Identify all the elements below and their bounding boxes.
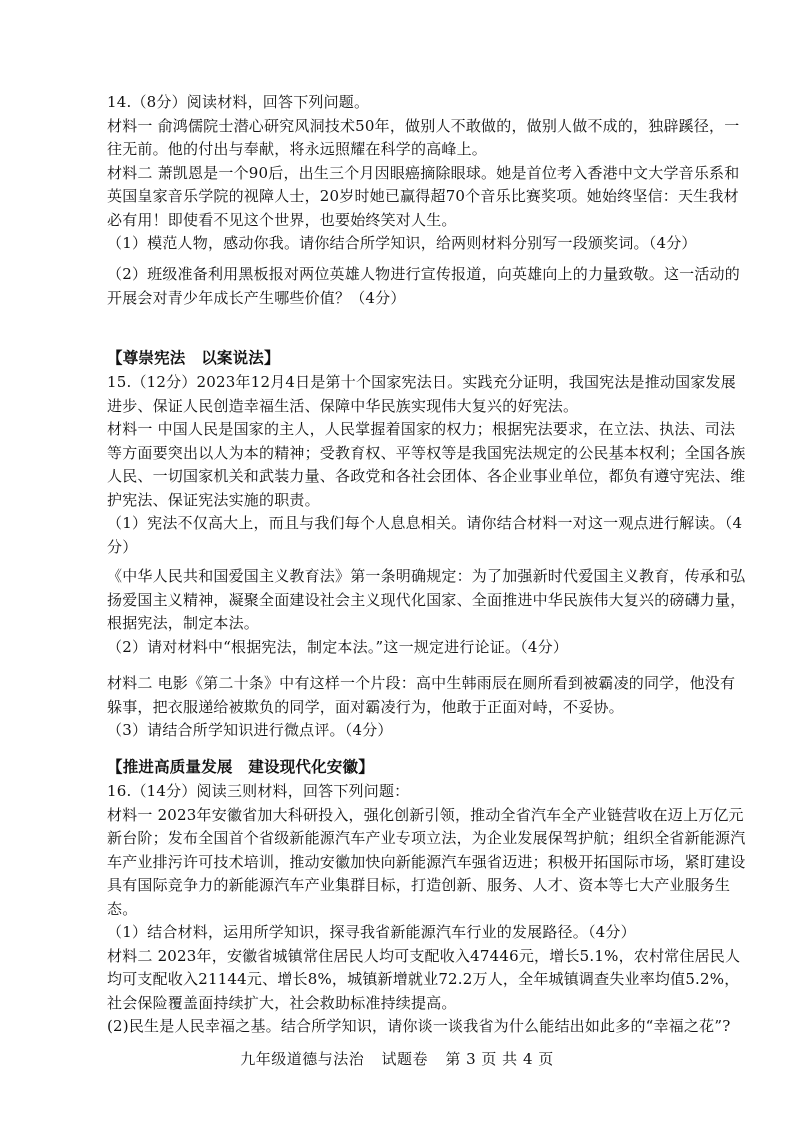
q15-stem: 15.（12分）2023年12月4日是第十个国家宪法日。实践充分证明，我国宪法是推动国家发展进步、保证人民创造幸福生活、保障中华民族实现伟大复兴的好宪法。 (107, 373, 736, 415)
q16-stem: 16.（14分）阅读三则材料，回答下列问题： (107, 782, 410, 800)
footer-label: 试题卷 (381, 1050, 429, 1068)
q15-law-text: 《中华人民共和国爱国主义教育法》第一条明确规定：为了加强新时代爱国主义教育，传承和弘扬爱国主义精神，凝聚全面建设社会主义现代化国家、全面推进中华民族伟大复兴的磅礴力量，根据宪法，制定本法。 (107, 567, 746, 632)
section-heading-anhui: 【推进高质量发展 建设现代化安徽】 (107, 758, 374, 776)
q16-subquestion-1: （1）结合材料，运用所学知识，探寻我省新能源汽车行业的发展路径。（4分） (107, 923, 636, 941)
q15-subquestion-3: （3）请结合所学知识进行微点评。（4分） (107, 721, 393, 739)
q14-material-2: 材料二 萧凯恩是一个90后，出生三个月因眼癌摘除眼球。她是首位考入香港中文大学音乐系和英国皇家音乐学院的视障人士，20岁时她已赢得超70个音乐比赛奖项。她始终坚信：天生我材必有用！即使看不见这个世界，也要始终笑对人生。 (107, 163, 740, 229)
question-15-law (107, 565, 747, 659)
q16-material-2: 材料二 2023年，安徽省城镇常住居民人均可支配收入47446元，增长5.1%，农村常住居民人均可支配收入21144元、增长8%，城镇新增就业72.2万人，全年城镇调查失业率均值5.2%，社会保险覆盖面持续扩大，社会救助标准持续提高。 (107, 946, 741, 1012)
question-16 (107, 780, 747, 1039)
footer-page-number: 第 3 页 共 4 页 (445, 1050, 554, 1068)
question-14 (107, 91, 747, 256)
q16-material-1: 材料一 2023年安徽省加大科研投入，强化创新引领，推动全省汽车全产业链营收在迈上万亿元新台阶；发布全国首个省级新能源汽车产业专项立法，为企业发展保驾护航；组织全省新能源汽车产业排污许可技术培训，推动安徽加快向新能源汽车强省迈进；积极开拓国际市场，紧盯建设具有国际竞争力的新能源汽车产业集群目标，打造创新、服务、人才、资本等七大产业服务生态。 (107, 805, 746, 918)
question-14-part-2 (107, 263, 747, 310)
q14-subquestion-1: （1）模范人物，感动你我。请你结合所学知识，给两则材料分别写一段颁奖词。（4分） (107, 234, 697, 252)
q14-subquestion-2: （2）班级准备利用黑板报对两位英雄人物进行宣传报道，向英雄向上的力量致敬。这一活动的开展会对青少年成长产生哪些价值？（4分） (107, 265, 740, 307)
q15-material-1: 材料一 中国人民是国家的主人，人民掌握着国家的权力；根据宪法要求，在立法、执法、司法等方面要突出以人为本的精神；受教育权、平等权等是我国宪法规定的公民基本权利；全国各族人民、一切国家机关和武装力量、各政党和各社会团体、各企业事业单位，都负有遵守宪法、维护宪法、保证宪法实施的职责。 (107, 420, 746, 509)
footer-subject: 九年级道德与法治 (240, 1050, 365, 1068)
page-footer (0, 1048, 794, 1069)
section-heading-constitution: 【尊崇宪法 以案说法】 (107, 349, 280, 367)
q15-material-2: 材料二 电影《第二十条》中有这样一个片段：高中生韩雨辰在厕所看到被霸凌的同学，他没有躲事，把衣服递给被欺负的同学，面对霸凌行为，他敢于正面对峙，不妥协。 (107, 674, 736, 716)
question-15-material-2 (107, 672, 747, 743)
question-15 (107, 371, 747, 559)
q14-material-1: 材料一 俞鸿儒院士潜心研究风洞技术50年，做别人不敢做的，做别人做不成的，独辟蹊径，一往无前。他的付出与奉献，将永远照耀在科学的高峰上。 (107, 116, 740, 158)
q16-subquestion-2: (2)民生是人民幸福之基。结合所学知识，请你谈一谈我省为什么能结出如此多的“幸福之花”? (107, 1017, 731, 1035)
q15-subquestion-2: （2）请对材料中“根据宪法，制定本法。”这一规定进行论证。（4分） (107, 637, 569, 656)
q14-stem: 14.（8分）阅读材料，回答下列问题。 (107, 93, 370, 111)
q15-subquestion-1: （1）宪法不仅高大上，而且与我们每个人息息相关。请你结合材料一对这一观点进行解读。（4分） (107, 514, 743, 556)
